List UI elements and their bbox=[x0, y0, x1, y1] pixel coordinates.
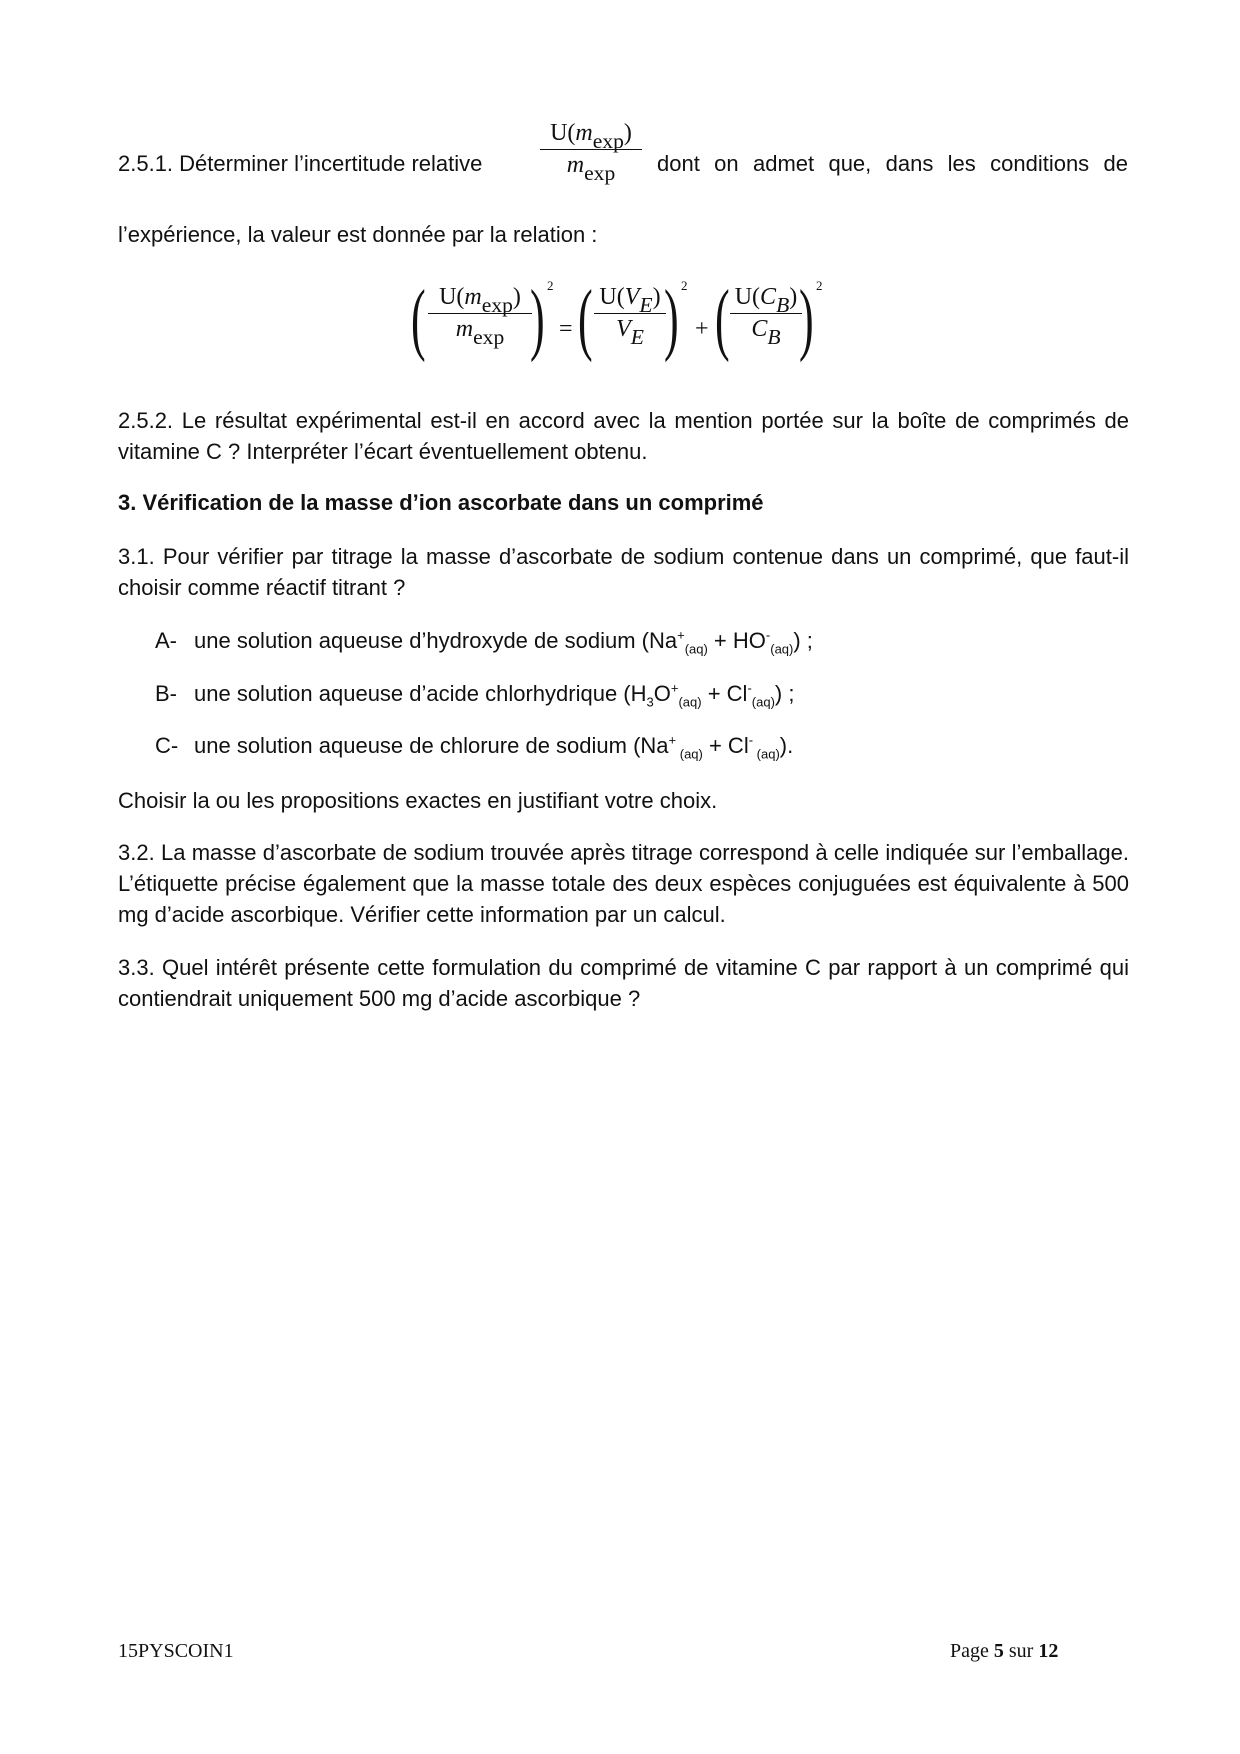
choose-instruction: Choisir la ou les propositions exactes en justifiant votre choix. bbox=[118, 788, 718, 813]
paren-close: ) bbox=[529, 275, 545, 363]
paren-open: ( bbox=[410, 275, 426, 363]
q33-paragraph: 3.3. Quel intérêt présente cette formulation du comprimé de vitamine C par rapport à un comprimé qui contiendrait uniquement 500 mg d’acide ascorbique ? bbox=[118, 955, 1129, 1011]
exponent: 2 bbox=[547, 278, 554, 293]
plus-sign: + bbox=[695, 316, 709, 342]
q251-line2: l’expérience, la valeur est donnée par la relation : bbox=[118, 222, 598, 247]
lhs-fraction: U(mexp) mexp bbox=[428, 284, 532, 343]
fraction-bar bbox=[540, 149, 642, 150]
q252-paragraph: 2.5.2. Le résultat expérimental est-il en accord avec la mention portée sur la boîte de comprimés de vitamine C ? Interpréter l’écart éventuellement obtenu. bbox=[118, 408, 1129, 464]
exponent: 2 bbox=[816, 278, 823, 293]
option-b: B- une solution aqueuse d’acide chlorhydrique $(H_3O^+_{(aq)} + Cl^-_{(aq)})$ ; bbox=[155, 678, 794, 709]
option-label: C- bbox=[155, 733, 179, 758]
q32-paragraph: 3.2. La masse d’ascorbate de sodium trouvée après titrage correspond à celle indiquée sur l’emballage. L’étiquette précise également que la masse totale des deux espèces conjuguées est équivalente à 500 mg d’acide ascorbique. Vérifier cette information par un calcul. bbox=[118, 840, 1129, 927]
footer-page-number: Page 5 sur 12 bbox=[950, 1640, 1059, 1662]
paren-open: ( bbox=[577, 275, 593, 363]
q31-paragraph: 3.1. Pour vérifier par titrage la masse d’ascorbate de sodium contenue dans un comprimé, que faut-il choisir comme réactif titrant ? bbox=[118, 544, 1129, 600]
option-c: C- une solution aqueuse de chlorure de sodium (Na+ $_{(aq)}$ + Cl- $_{(aq)}$). bbox=[155, 730, 793, 761]
footer-code: 15PYSCOIN1 bbox=[118, 1640, 234, 1662]
exponent: 2 bbox=[681, 278, 688, 293]
cb-fraction: U(CB) CB bbox=[730, 284, 802, 343]
section3-title: 3. Vérification de la masse d’ion ascorbate dans un comprimé bbox=[118, 490, 764, 515]
equals-sign: = bbox=[559, 316, 573, 342]
fraction-numerator: U(mexp) bbox=[550, 120, 632, 153]
paren-open: ( bbox=[714, 275, 730, 363]
option-a: A- une solution aqueuse d’hydroxyde de sodium $(Na^+_{(aq)} + HO^-_{(aq)})$ ; bbox=[155, 625, 813, 656]
option-label: A- bbox=[155, 628, 177, 653]
q251-suffix: dont on admet que, dans les conditions de bbox=[657, 151, 1128, 176]
ve-fraction: U(VE) VE bbox=[594, 284, 666, 343]
q251-prefix: 2.5.1. Déterminer l’incertitude relative bbox=[118, 151, 483, 176]
paren-close: ) bbox=[798, 275, 814, 363]
fraction-denominator: mexp bbox=[566, 152, 616, 185]
relative-uncertainty-fraction bbox=[540, 120, 642, 185]
option-label: B- bbox=[155, 681, 177, 706]
paren-close: ) bbox=[663, 275, 679, 363]
